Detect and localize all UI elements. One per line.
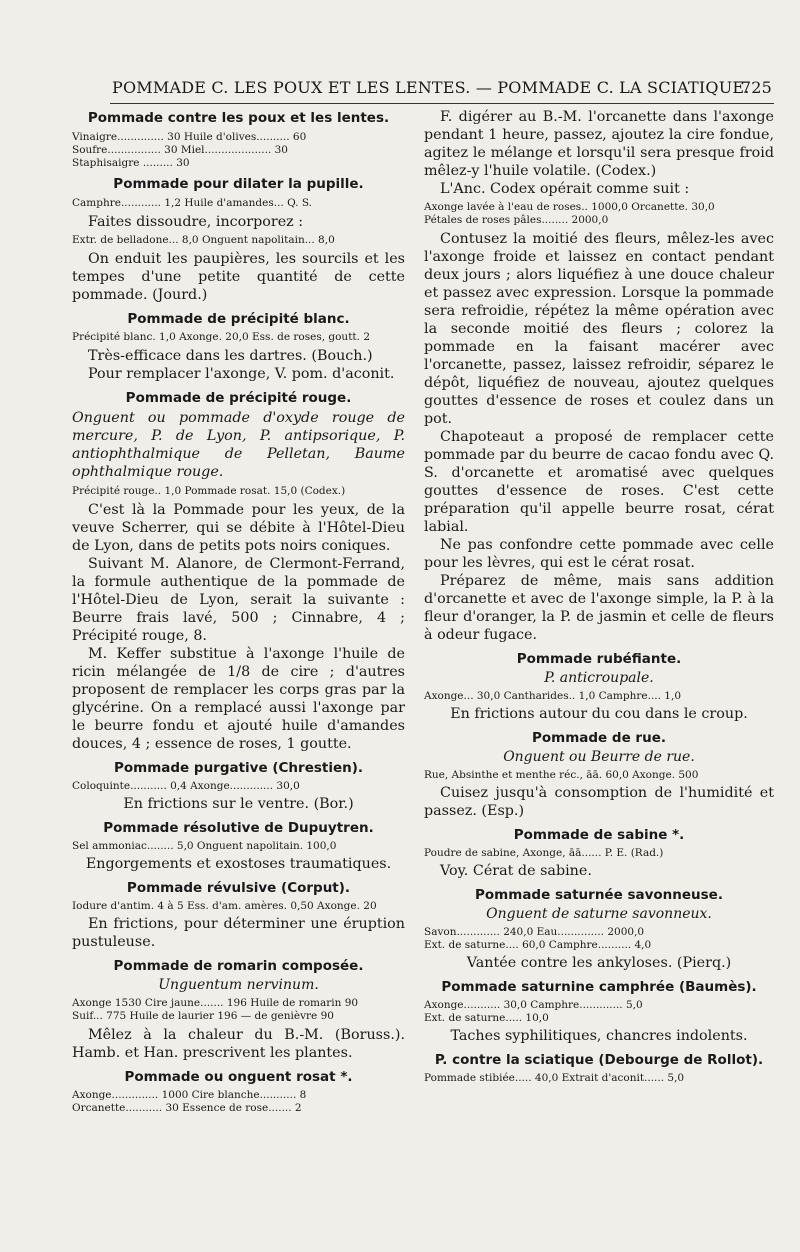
recipe-line: Sel ammoniac........ 5,0 Onguent napolitain. 100,0 <box>72 840 337 852</box>
section-title: Pommade saturnée savonneuse. <box>475 887 723 903</box>
recipe-line: Extr. de belladone... 8,0 Onguent napolitain... 8,0 <box>72 234 335 246</box>
section-title: Pommade rubéfiante. <box>516 651 682 667</box>
header-title: POMMADE C. LES POUX ET LES LENTES. — POMMADE C. LA SCIATIQUE. <box>112 78 750 97</box>
paragraph: Engorgements et exostoses traumatiques. <box>85 856 392 872</box>
header-rule <box>110 103 774 104</box>
section-title: Pommade de précipité rouge. <box>125 390 352 406</box>
section-title: Pommade contre les poux et les lentes. <box>87 110 390 126</box>
recipe-line: Suif... 775 Huile de laurier 196 — de genièvre 90 <box>72 1010 334 1022</box>
section-title: Pommade pour dilater la pupille. <box>113 176 364 192</box>
paragraph: Vantée contre les ankyloses. (Pierq.) <box>466 955 732 971</box>
recipe-line: Coloquinte........... 0,4 Axonge............. 30,0 <box>72 780 300 792</box>
recipe-line: Précipité rouge.. 1,0 Pommade rosat. 15,0 (Codex.) <box>72 485 346 497</box>
recipe-line: Soufre................ 30 Miel.................... 30 <box>72 144 288 156</box>
section-title: Pommade de précipité blanc. <box>127 311 350 327</box>
section-title: Pommade révulsive (Corput). <box>126 880 351 896</box>
section-subtitle: Onguent de saturne savonneux. <box>486 906 712 922</box>
page-number: 725 <box>740 78 772 97</box>
recipe-line: Poudre de sabine, Axonge, āā...... P. E. (Rad.) <box>424 847 664 859</box>
paragraph: Ne pas confondre cette pommade avec celle pour les lèvres, qui est le cérat rosat. <box>424 537 774 571</box>
paragraph: En frictions sur le ventre. (Bor.) <box>123 796 354 812</box>
recipe-line: Ext. de saturne.... 60,0 Camphre.......... 4,0 <box>424 939 652 951</box>
recipe-line: Précipité blanc. 1,0 Axonge. 20,0 Ess. de roses, goutt. 2 <box>72 331 370 343</box>
recipe-line: Axonge lavée à l'eau de roses.. 1000,0 Orcanette. 30,0 <box>424 201 715 213</box>
section-title: Pommade de sabine *. <box>513 827 685 843</box>
recipe-line: Axonge.............. 1000 Cire blanche........... 8 <box>72 1089 307 1101</box>
section-title: P. contre la sciatique (Debourge de Rollot). <box>434 1052 764 1068</box>
section-subtitle: Onguent ou Beurre de rue. <box>503 749 695 765</box>
recipe-line: Axonge... 30,0 Cantharides.. 1,0 Camphre.... 1,0 <box>424 690 681 702</box>
paragraph: Suivant M. Alanore, de Clermont-Ferrand, la formule authentique de la pommade de l'Hôtel-Dieu de Lyon, serait la suivante : Beurre frais lavé, 500 ; Cinnabre, 4 ; Précipité rouge, 8. <box>72 556 405 644</box>
paragraph: M. Keffer substitue à l'axonge l'huile de ricin mélangée de 1/8 de cire ; d'autres proposent de remplacer les corps gras par la glycérine. On a remplacé aussi l'axonge par le beurre fondu et ajouté huile d'amandes douces, 4 ; essence de roses, 1 goutte. <box>72 646 405 752</box>
section-title: Pommade saturnine camphrée (Baumès). <box>441 979 757 995</box>
paragraph: Cuisez jusqu'à consomption de l'humidité et passez. (Esp.) <box>424 785 774 819</box>
paragraph: En frictions autour du cou dans le croup. <box>450 706 748 722</box>
recipe-line: Savon............. 240,0 Eau.............. 2000,0 <box>424 926 645 938</box>
paragraph: Taches syphilitiques, chancres indolents. <box>450 1028 748 1044</box>
section-title: Pommade de romarin composée. <box>113 958 364 974</box>
recipe-line: Iodure d'antim. 4 à 5 Ess. d'am. amères. 0,50 Axonge. 20 <box>72 900 377 912</box>
paragraph: Mêlez à la chaleur du B.-M. (Boruss.). Hamb. et Han. prescrivent les plantes. <box>72 1027 405 1061</box>
right-column <box>424 108 774 1085</box>
paragraph: Chapoteaut a proposé de remplacer cette pommade par du beurre de cacao fondu avec Q. S. d'orcanette et aromatisé avec quelques gouttes d'essence de roses. C'est cette préparation qu'il appelle beurre rosat, cérat labial. <box>424 429 774 535</box>
paragraph: Pour remplacer l'axonge, V. pom. d'aconit. <box>88 366 395 382</box>
paragraph: Préparez de même, mais sans addition d'orcanette et avec de l'axonge simple, la P. à la fleur d'oranger, la P. de jasmin et celle de fleurs à odeur fugace. <box>424 573 774 643</box>
paragraph: Contusez la moitié des fleurs, mêlez-les avec l'axonge froide et laissez en contact pendant deux jours ; alors liquéfiez à une douce chaleur et passez avec expression. Lorsque la pommade sera refroidie, répétez la même opération avec la seconde moitié des fleurs ; colorez la pommade en la faisant macérer avec l'orcanette, passez, laissez refroidir, séparez le dépôt, liquéfiez de nouveau, ajoutez quelques gouttes d'essence de roses et coulez dans un pot. <box>424 231 774 427</box>
paragraph: C'est là la Pommade pour les yeux, de la veuve Scherrer, qui se débite à l'Hôtel-Dieu de Lyon, dans de petits pots noirs coniques. <box>72 502 405 554</box>
running-header <box>112 78 772 102</box>
recipe-line: Rue, Absinthe et menthe réc., āā. 60,0 Axonge. 500 <box>424 769 699 781</box>
recipe-line: Camphre............ 1,2 Huile d'amandes... Q. S. <box>72 197 313 209</box>
recipe-line: Pétales de roses pâles........ 2000,0 <box>424 214 609 226</box>
left-column <box>72 108 405 1115</box>
paragraph: On enduit les paupières, les sourcils et les tempes d'une petite quantité de cette pommade. (Jourd.) <box>72 251 405 303</box>
recipe-line: Vinaigre.............. 30 Huile d'olives.......... 60 <box>72 131 307 143</box>
paragraph: Faites dissoudre, incorporez : <box>88 214 304 230</box>
section-subtitle: Unguentum nervinum. <box>158 977 319 993</box>
section-title: Pommade de rue. <box>531 730 666 746</box>
paragraph: F. digérer au B.-M. l'orcanette dans l'axonge pendant 1 heure, passez, ajoutez la cire fondue, agitez le mélange et lorsqu'il sera presque froid mêlez-y l'huile volatile. (Codex.) <box>424 109 774 179</box>
paragraph: L'Anc. Codex opérait comme suit : <box>440 181 690 197</box>
paragraph: En frictions, pour déterminer une éruption pustuleuse. <box>72 916 405 950</box>
section-title: Pommade ou onguent rosat *. <box>124 1069 353 1085</box>
section-subtitle: P. anticroupale. <box>544 670 654 686</box>
synonyms: Onguent ou pommade d'oxyde rouge de mercure, P. de Lyon, P. antipsorique, P. antiophthalmique de Pelletan, Baume ophthalmique rouge. <box>72 410 405 480</box>
recipe-line: Axonge........... 30,0 Camphre............. 5,0 <box>424 999 643 1011</box>
paragraph: Très-efficace dans les dartres. (Bouch.) <box>88 348 373 364</box>
recipe-line: Axonge 1530 Cire jaune....... 196 Huile de romarin 90 <box>72 997 359 1009</box>
recipe-line: Pommade stibiée..... 40,0 Extrait d'aconit...... 5,0 <box>424 1072 685 1084</box>
recipe-line: Staphisaigre ......... 30 <box>72 157 190 169</box>
section-title: Pommade purgative (Chrestien). <box>113 760 364 776</box>
recipe-line: Orcanette........... 30 Essence de rose....... 2 <box>72 1102 302 1114</box>
recipe-line: Ext. de saturne..... 10,0 <box>424 1012 549 1024</box>
paragraph: Voy. Cérat de sabine. <box>440 863 592 879</box>
section-title: Pommade résolutive de Dupuytren. <box>103 820 374 836</box>
